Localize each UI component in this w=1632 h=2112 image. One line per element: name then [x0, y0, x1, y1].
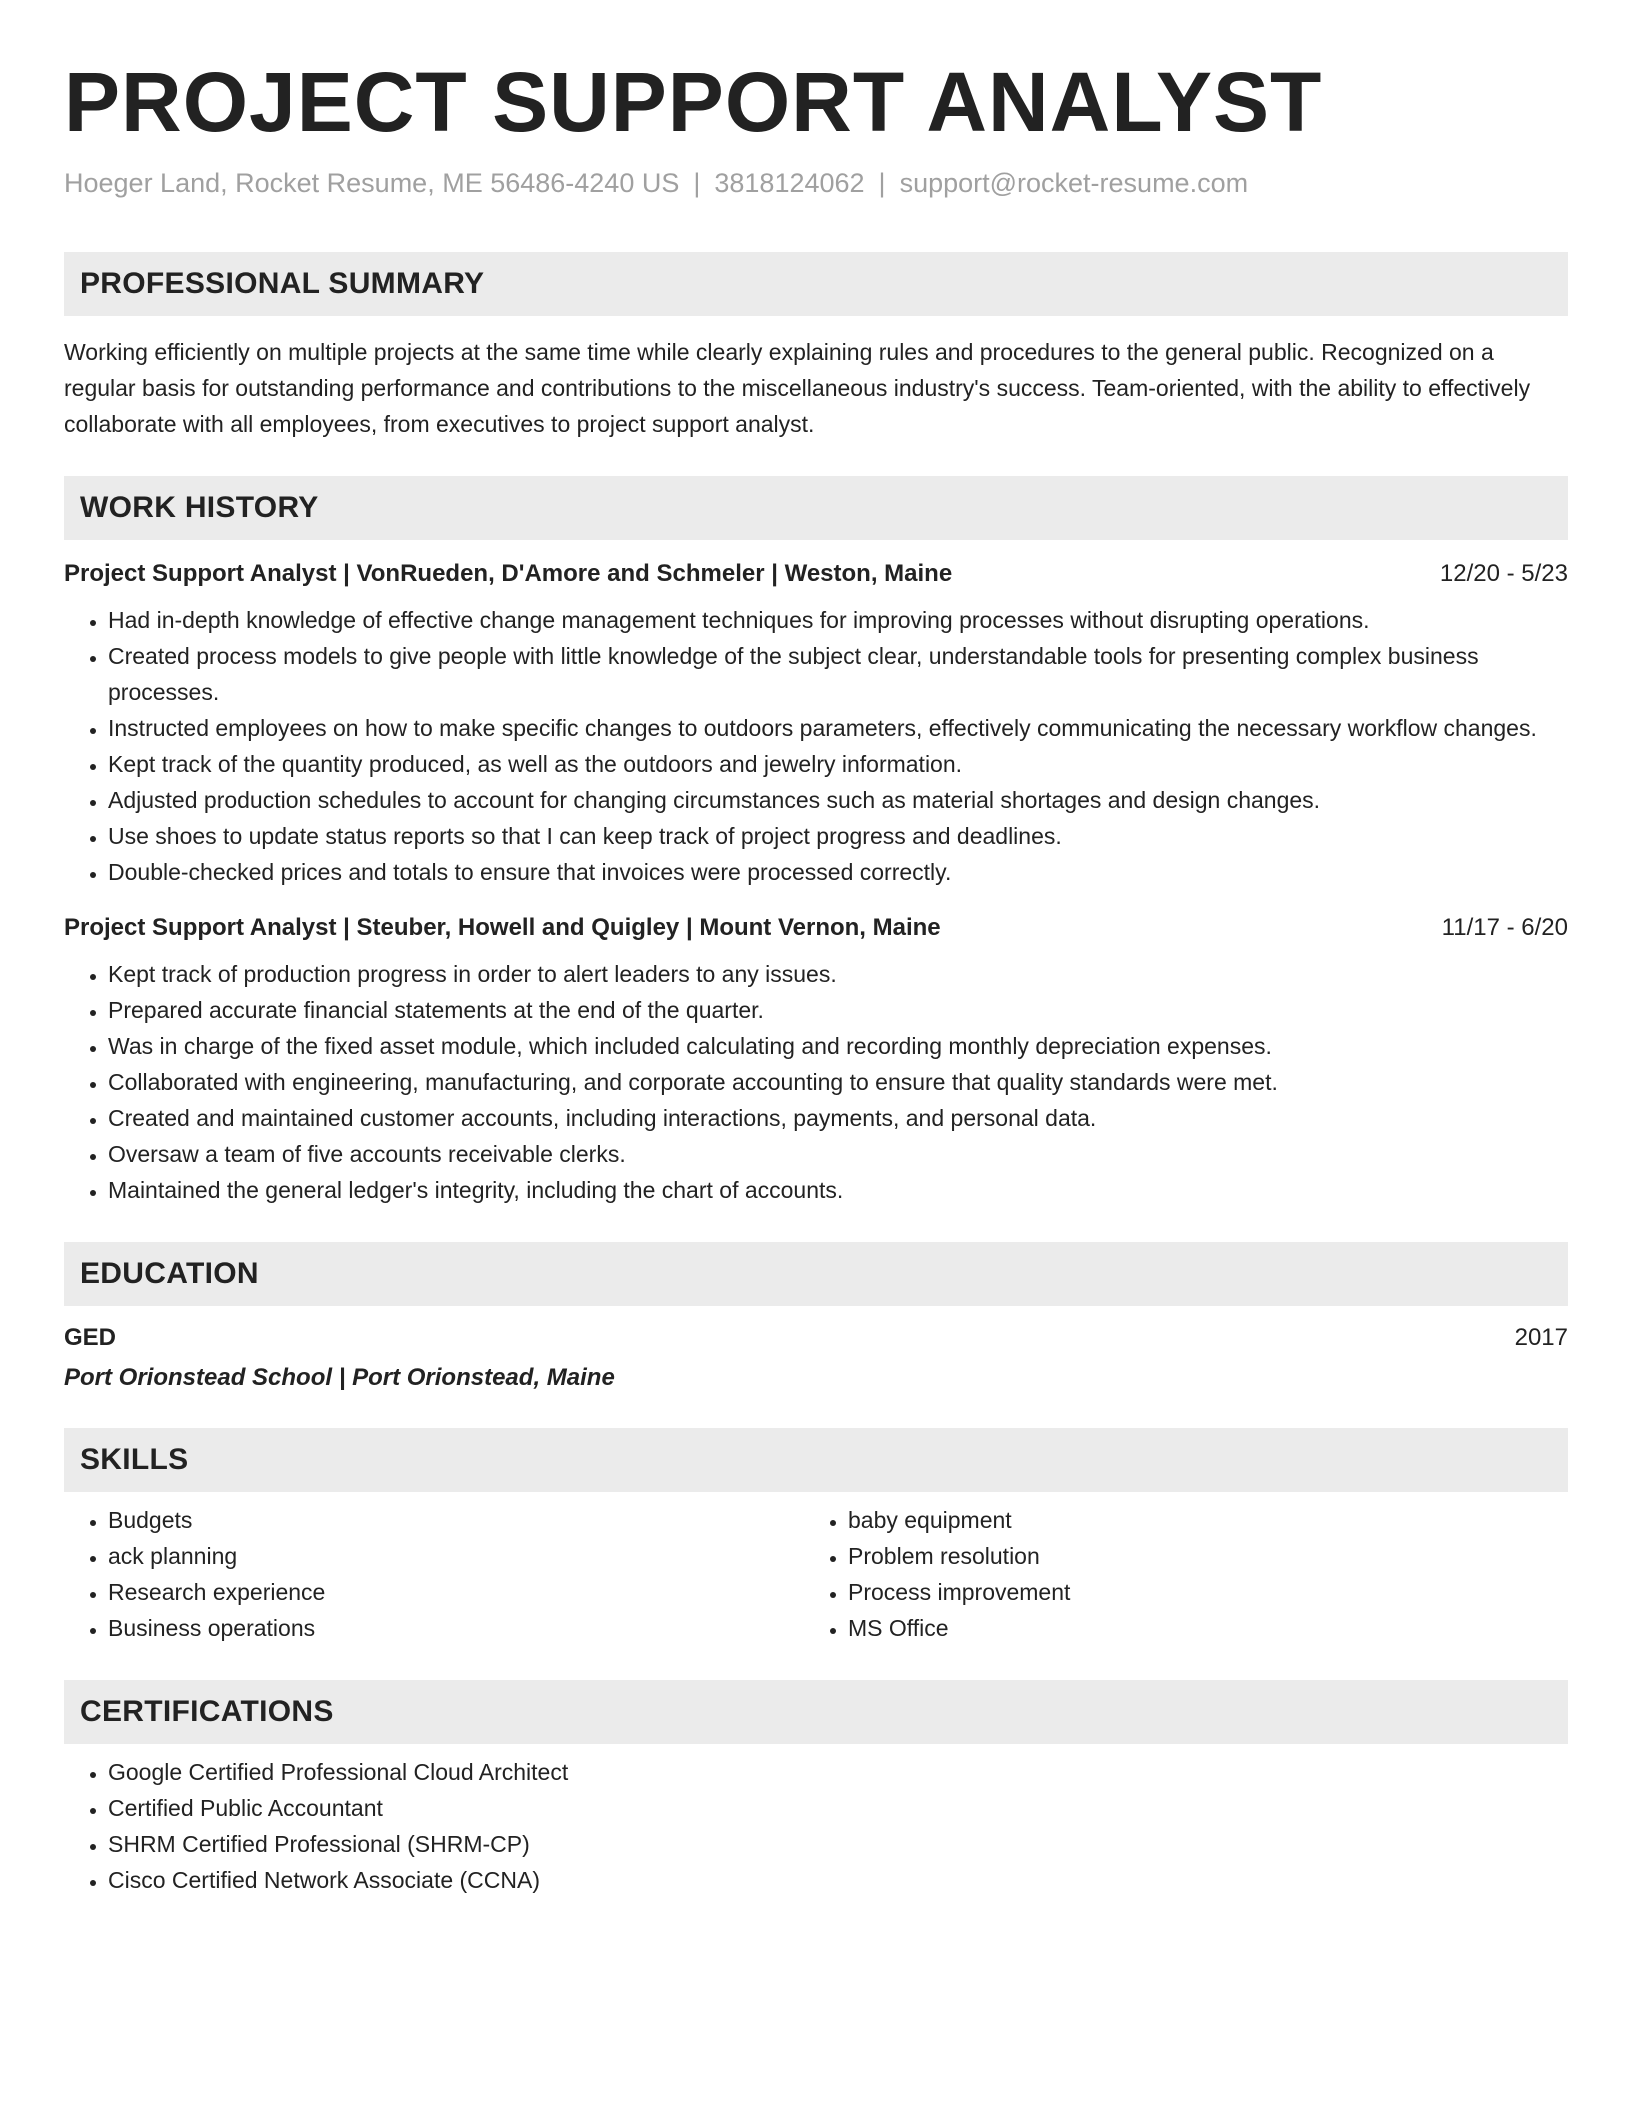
contact-line [64, 166, 1568, 200]
job-title: Project Support Analyst | VonRueden, D'Amore and Schmeler | Weston, Maine [64, 560, 953, 587]
contact-phone: 3818124062 [714, 168, 865, 198]
job-bullet: • Kept track of production progress in order to alert leaders to any issues. [108, 956, 1568, 992]
job-bullet: • Had in-depth knowledge of effective change management techniques for improving processes without disrupting operations. [108, 602, 1568, 638]
job-bullet: • Created process models to give people with little knowledge of the subject clear, understandable tools for presenting complex business processes. [108, 638, 1568, 710]
certifications-section [64, 1754, 1568, 1898]
resume-page [64, 0, 1568, 1898]
skill-item: • Research experience [108, 1574, 804, 1610]
skills-heading: SKILLS [64, 1428, 1568, 1492]
certification-item: • Certified Public Accountant [108, 1790, 1568, 1826]
education-heading: EDUCATION [64, 1242, 1568, 1306]
job-bullet: • Prepared accurate financial statements at the end of the quarter. [108, 992, 1568, 1028]
skill-item: • Business operations [108, 1610, 804, 1646]
work-history-heading: WORK HISTORY [64, 476, 1568, 540]
job-bullet: • Use shoes to update status reports so that I can keep track of project progress and deadlines. [108, 818, 1568, 854]
job-header [64, 912, 1568, 944]
job-bullets [64, 956, 1568, 1208]
job-bullet: • Maintained the general ledger's integrity, including the chart of accounts. [108, 1172, 1568, 1208]
job-bullet: • Adjusted production schedules to account for changing circumstances such as material shortages and design changes. [108, 782, 1568, 818]
job-header [64, 558, 1568, 590]
job-bullet: • Collaborated with engineering, manufacturing, and corporate accounting to ensure that quality standards were met. [108, 1064, 1568, 1100]
skill-item: • baby equipment [848, 1502, 1544, 1538]
job-bullet: • Double-checked prices and totals to ensure that invoices were processed correctly. [108, 854, 1568, 890]
skill-item: • Problem resolution [848, 1538, 1544, 1574]
education-school: Port Orionstead School | Port Orionstead, Maine [64, 1364, 615, 1391]
job-bullet: • Kept track of the quantity produced, as well as the outdoors and jewelry information. [108, 746, 1568, 782]
contact-email: support@rocket-resume.com [899, 168, 1249, 198]
job-title: Project Support Analyst | Steuber, Howell and Quigley | Mount Vernon, Maine [64, 914, 941, 941]
contact-separator: | [693, 168, 701, 198]
contact-separator: | [878, 168, 886, 198]
certification-item: • Cisco Certified Network Associate (CCNA) [108, 1862, 1568, 1898]
job-bullets [64, 602, 1568, 890]
education-year: 2017 [1514, 1324, 1568, 1351]
certifications-list [64, 1754, 1568, 1898]
skill-item: • Budgets [108, 1502, 804, 1538]
summary-heading: PROFESSIONAL SUMMARY [64, 252, 1568, 316]
job-bullet: • Created and maintained customer accounts, including interactions, payments, and personal data. [108, 1100, 1568, 1136]
job-bullet: • Oversaw a team of five accounts receivable clerks. [108, 1136, 1568, 1172]
skills-list-left [64, 1502, 804, 1646]
education-degree: GED [64, 1324, 117, 1351]
resume-name: PROJECT SUPPORT ANALYST [64, 55, 1323, 149]
certification-item: • Google Certified Professional Cloud Architect [108, 1754, 1568, 1790]
skill-item: • ack planning [108, 1538, 804, 1574]
certifications-heading: CERTIFICATIONS [64, 1680, 1568, 1744]
job-bullet: • Was in charge of the fixed asset module, which included calculating and recording monthly depreciation expenses. [108, 1028, 1568, 1064]
certification-item: • SHRM Certified Professional (SHRM-CP) [108, 1826, 1568, 1862]
skills-list-right [804, 1502, 1544, 1646]
summary-text: Working efficiently on multiple projects at the same time while clearly explaining rules and procedures to the general public. Recognized on a regular basis for outstanding performance and contributions to the miscellaneous industry's success. Team-oriented, with the ability to effectively collaborate with all employees, from executives to project support analyst. [64, 339, 1531, 437]
skill-item: • Process improvement [848, 1574, 1544, 1610]
job-dates: 12/20 - 5/23 [1439, 560, 1568, 587]
job-bullet: • Instructed employees on how to make specific changes to outdoors parameters, effectively communicating the necessary workflow changes. [108, 710, 1568, 746]
contact-address: Hoeger Land, Rocket Resume, ME 56486-4240 US [64, 168, 680, 198]
skills-grid [64, 1492, 1568, 1646]
education-row [64, 1322, 1568, 1354]
skill-item: • MS Office [848, 1610, 1544, 1646]
job-dates: 11/17 - 6/20 [1441, 914, 1568, 941]
